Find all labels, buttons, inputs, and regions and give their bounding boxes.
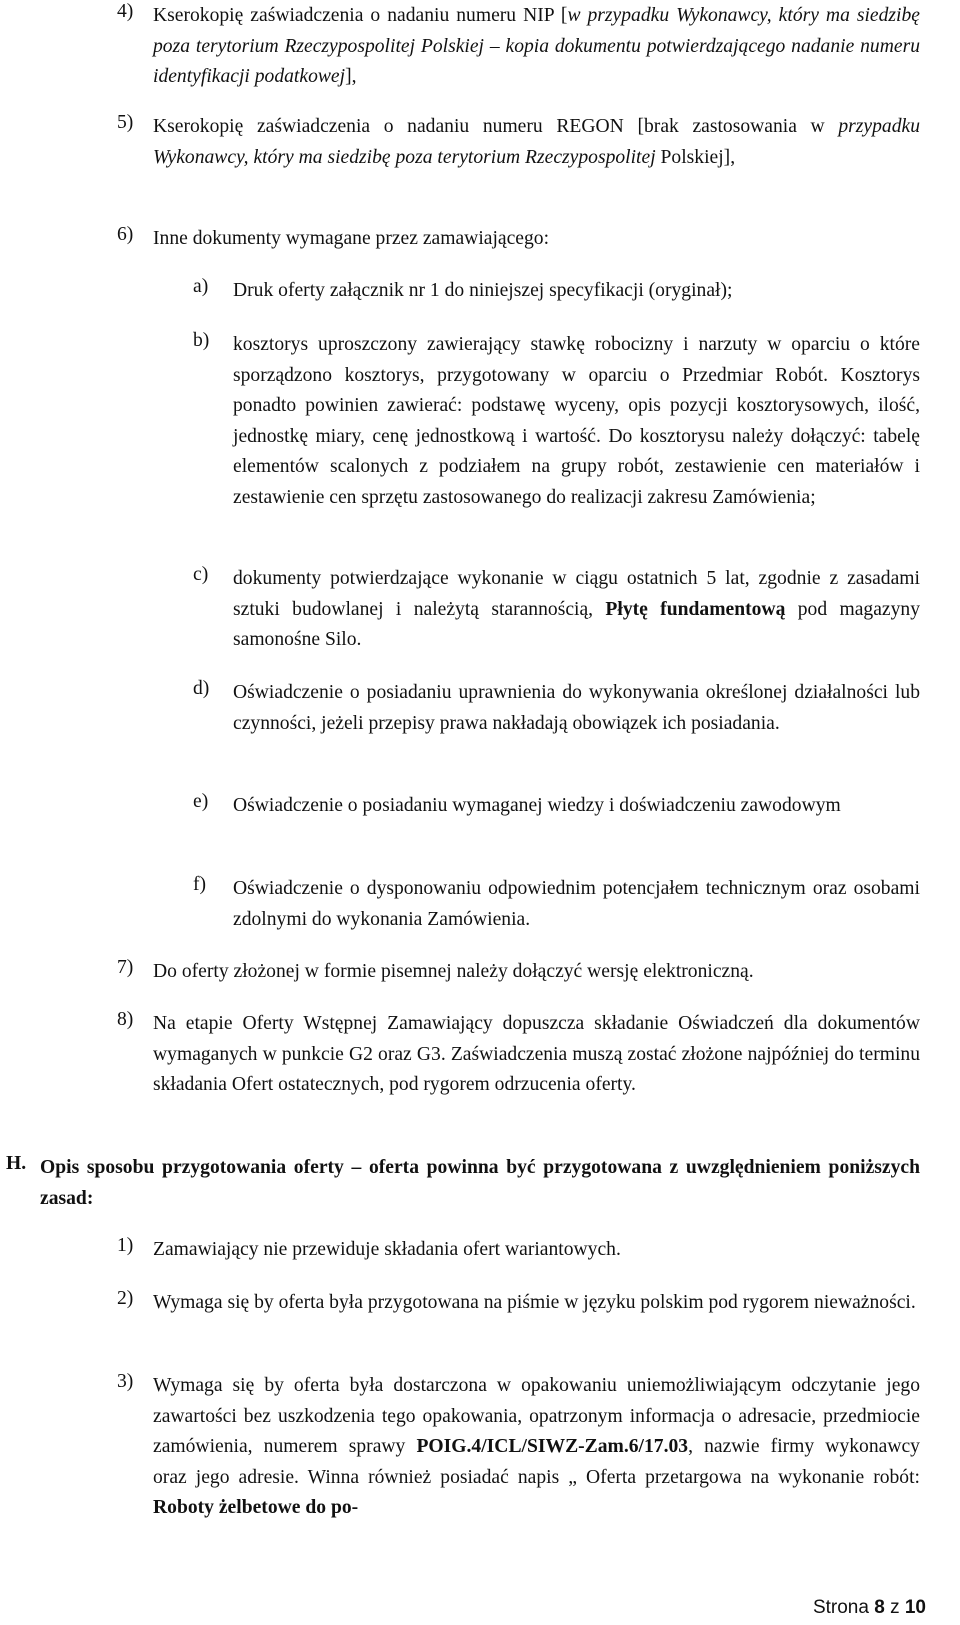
item-text: Na etapie Oferty Wstępnej Zamawiający dopuszcza składanie Oświadczeń dla dokumentów wymaganych w punkcie G2 oraz G3. Zaświadczenia muszą zostać złożone najpóźniej do terminu składania Ofert ostatecznych, pod rygorem odrzucenia oferty. <box>153 1013 920 1095</box>
section-title: Opis sposobu przygotowania oferty – oferta powinna być przygotowana z uwzględnieniem poniższych zasad: <box>40 1157 920 1209</box>
sub-item-letter: f) <box>193 874 207 895</box>
section-letter: H. <box>6 1153 27 1174</box>
item-text: Wymaga się by oferta była dostarczona w opakowaniu uniemożliwiającym odczytanie jego zawartości bez uszkodzenia tego opakowania, opatrzonym informacja o adresacie, przedmiocie zamówienia, numerem sprawy POIG.4/ICL/SIWZ-Zam.6/17.03, nazwie firmy wykonawcy oraz jego adresie. Winna również posiadać napis „ Oferta przetargowa na wykonanie robót: Roboty żelbetowe do po- <box>153 1375 920 1518</box>
total-pages: 10 <box>904 1597 926 1618</box>
item-text: Wymaga się by oferta była przygotowana na piśmie w języku polskim pod rygorem nieważności. <box>153 1292 916 1313</box>
item-text: Kserokopię zaświadczenia o nadaniu numeru REGON [brak zastosowania w przypadku Wykonawcy, który ma siedzibę poza terytorium Rzeczypospolitej Polskiej], <box>153 116 920 168</box>
sub-item-letter: a) <box>193 276 209 297</box>
item-text: Zamawiający nie przewiduje składania ofert wariantowych. <box>153 1239 621 1260</box>
sub-item-text: kosztorys uproszczony zawierający stawkę robocizny i narzuty w oparciu o które sporządzono kosztorys, przygotowany w oparciu o Przedmiar Robót. Kosztorys ponadto powinien zawierać: podstawę wyceny, opis pozycji kosztorysowych, ilość, jednostkę miary, cenę jednostkową i wartość. Do kosztorysu należy dołączyć: tabelę elementów scalonych z podziałem na grupy robót, zestawienie cen materiałów i zestawienie cen sprzętu zastosowanego do realizacji zakresu Zamówienia; <box>233 334 920 508</box>
sub-item-text: dokumenty potwierdzające wykonanie w ciągu ostatnich 5 lat, zgodnie z zasadami sztuki budowlanej i należytą starannością, Płytę fundamentową pod magazyny samonośne Silo. <box>233 568 920 650</box>
sub-item-letter: c) <box>193 564 209 585</box>
page-footer: Strona 8 z 10 <box>812 1597 926 1618</box>
item-text: Kserokopię zaświadczenia o nadaniu numeru NIP [w przypadku Wykonawcy, który ma siedzibę poza terytorium Rzeczypospolitej Polskiej – kopia dokumentu potwierdzającego nadanie numeru identyfikacji podatkowej], <box>153 5 920 87</box>
sub-item-text: Oświadczenie o dysponowaniu odpowiednim potencjałem technicznym oraz osobami zdolnymi do wykonania Zamówienia. <box>233 878 920 930</box>
sub-item-text: Oświadczenie o posiadaniu wymaganej wiedzy i doświadczeniu zawodowym <box>233 795 841 816</box>
item-number: 7) <box>117 957 134 978</box>
item-text: Do oferty złożonej w formie pisemnej należy dołączyć wersję elektroniczną. <box>153 961 754 982</box>
item-number: 1) <box>117 1235 134 1256</box>
item-number: 2) <box>117 1288 134 1309</box>
current-page-number: 8 <box>874 1597 885 1618</box>
item-number: 8) <box>117 1009 134 1030</box>
item-number: 6) <box>117 224 134 245</box>
item-number: 4) <box>117 1 134 22</box>
item-number: 3) <box>117 1371 134 1392</box>
sub-item-text: Oświadczenie o posiadaniu uprawnienia do wykonywania określonej działalności lub czynności, jeżeli przepisy prawa nakładają obowiązek ich posiadania. <box>233 682 920 734</box>
item-text: Inne dokumenty wymagane przez zamawiającego: <box>153 228 550 249</box>
sub-item-text: Druk oferty załącznik nr 1 do niniejszej specyfikacji (oryginał); <box>233 280 733 301</box>
item-number: 5) <box>117 112 134 133</box>
sub-item-letter: d) <box>193 678 210 699</box>
sub-item-letter: b) <box>193 330 210 351</box>
sub-item-letter: e) <box>193 791 209 812</box>
